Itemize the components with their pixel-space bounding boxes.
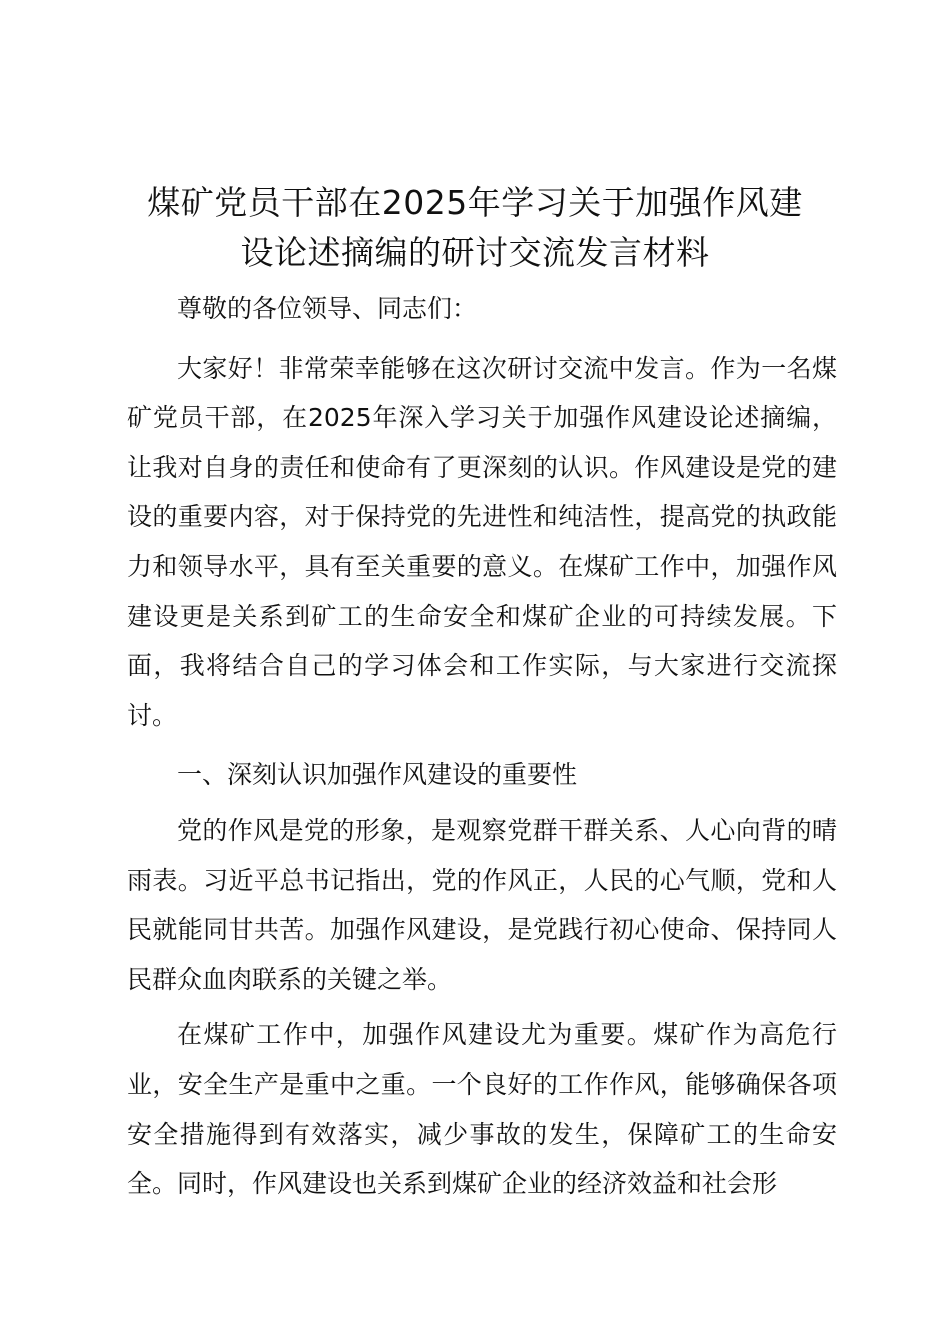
paragraph-section-1: 党的作风是党的形象，是观察党群干群关系、人心向背的晴雨表。习近平总书记指出，党的作风正，人民的心气顺，党和人民就能同甘共苦。加强作风建设，是党践行初心使命、保持同人民群众血肉联系的关键之举。 bbox=[127, 815, 837, 994]
section-heading-1: 一、深刻认识加强作风建设的重要性 bbox=[177, 760, 578, 790]
salutation: 尊敬的各位领导、同志们： bbox=[177, 294, 478, 323]
title-line-1: 煤矿党员干部在2025年学习关于加强作风建 bbox=[147, 183, 803, 222]
paragraph-intro: 大家好！非常荣幸能够在这次研讨交流中发言。作为一名煤矿党员干部，在2025年深入学习关于加强作风建设论述摘编，让我对自身的责任和使命有了更深刻的认识。作风建设是党的建设的重要内容，对于保持党的先进性和纯洁性，提高党的执政能力和领导水平，具有至关重要的意义。在煤矿工作中，加强作风建设更是关系到矿工的生命安全和煤矿企业的可持续发展。下面，我将结合自己的学习体会和工作实际，与大家进行交流探讨。 bbox=[127, 353, 837, 730]
document-title bbox=[110, 178, 840, 278]
document-body bbox=[127, 284, 837, 1209]
paragraph-coal-mine: 在煤矿工作中，加强作风建设尤为重要。煤矿作为高危行业，安全生产是重中之重。一个良好的工作作风，能够确保各项安全措施得到有效落实，减少事故的发生，保障矿工的生命安全。同时，作风建设也关系到煤矿企业的经济效益和社会形 bbox=[127, 1020, 837, 1199]
title-line-2: 设论述摘编的研讨交流发言材料 bbox=[240, 233, 710, 272]
